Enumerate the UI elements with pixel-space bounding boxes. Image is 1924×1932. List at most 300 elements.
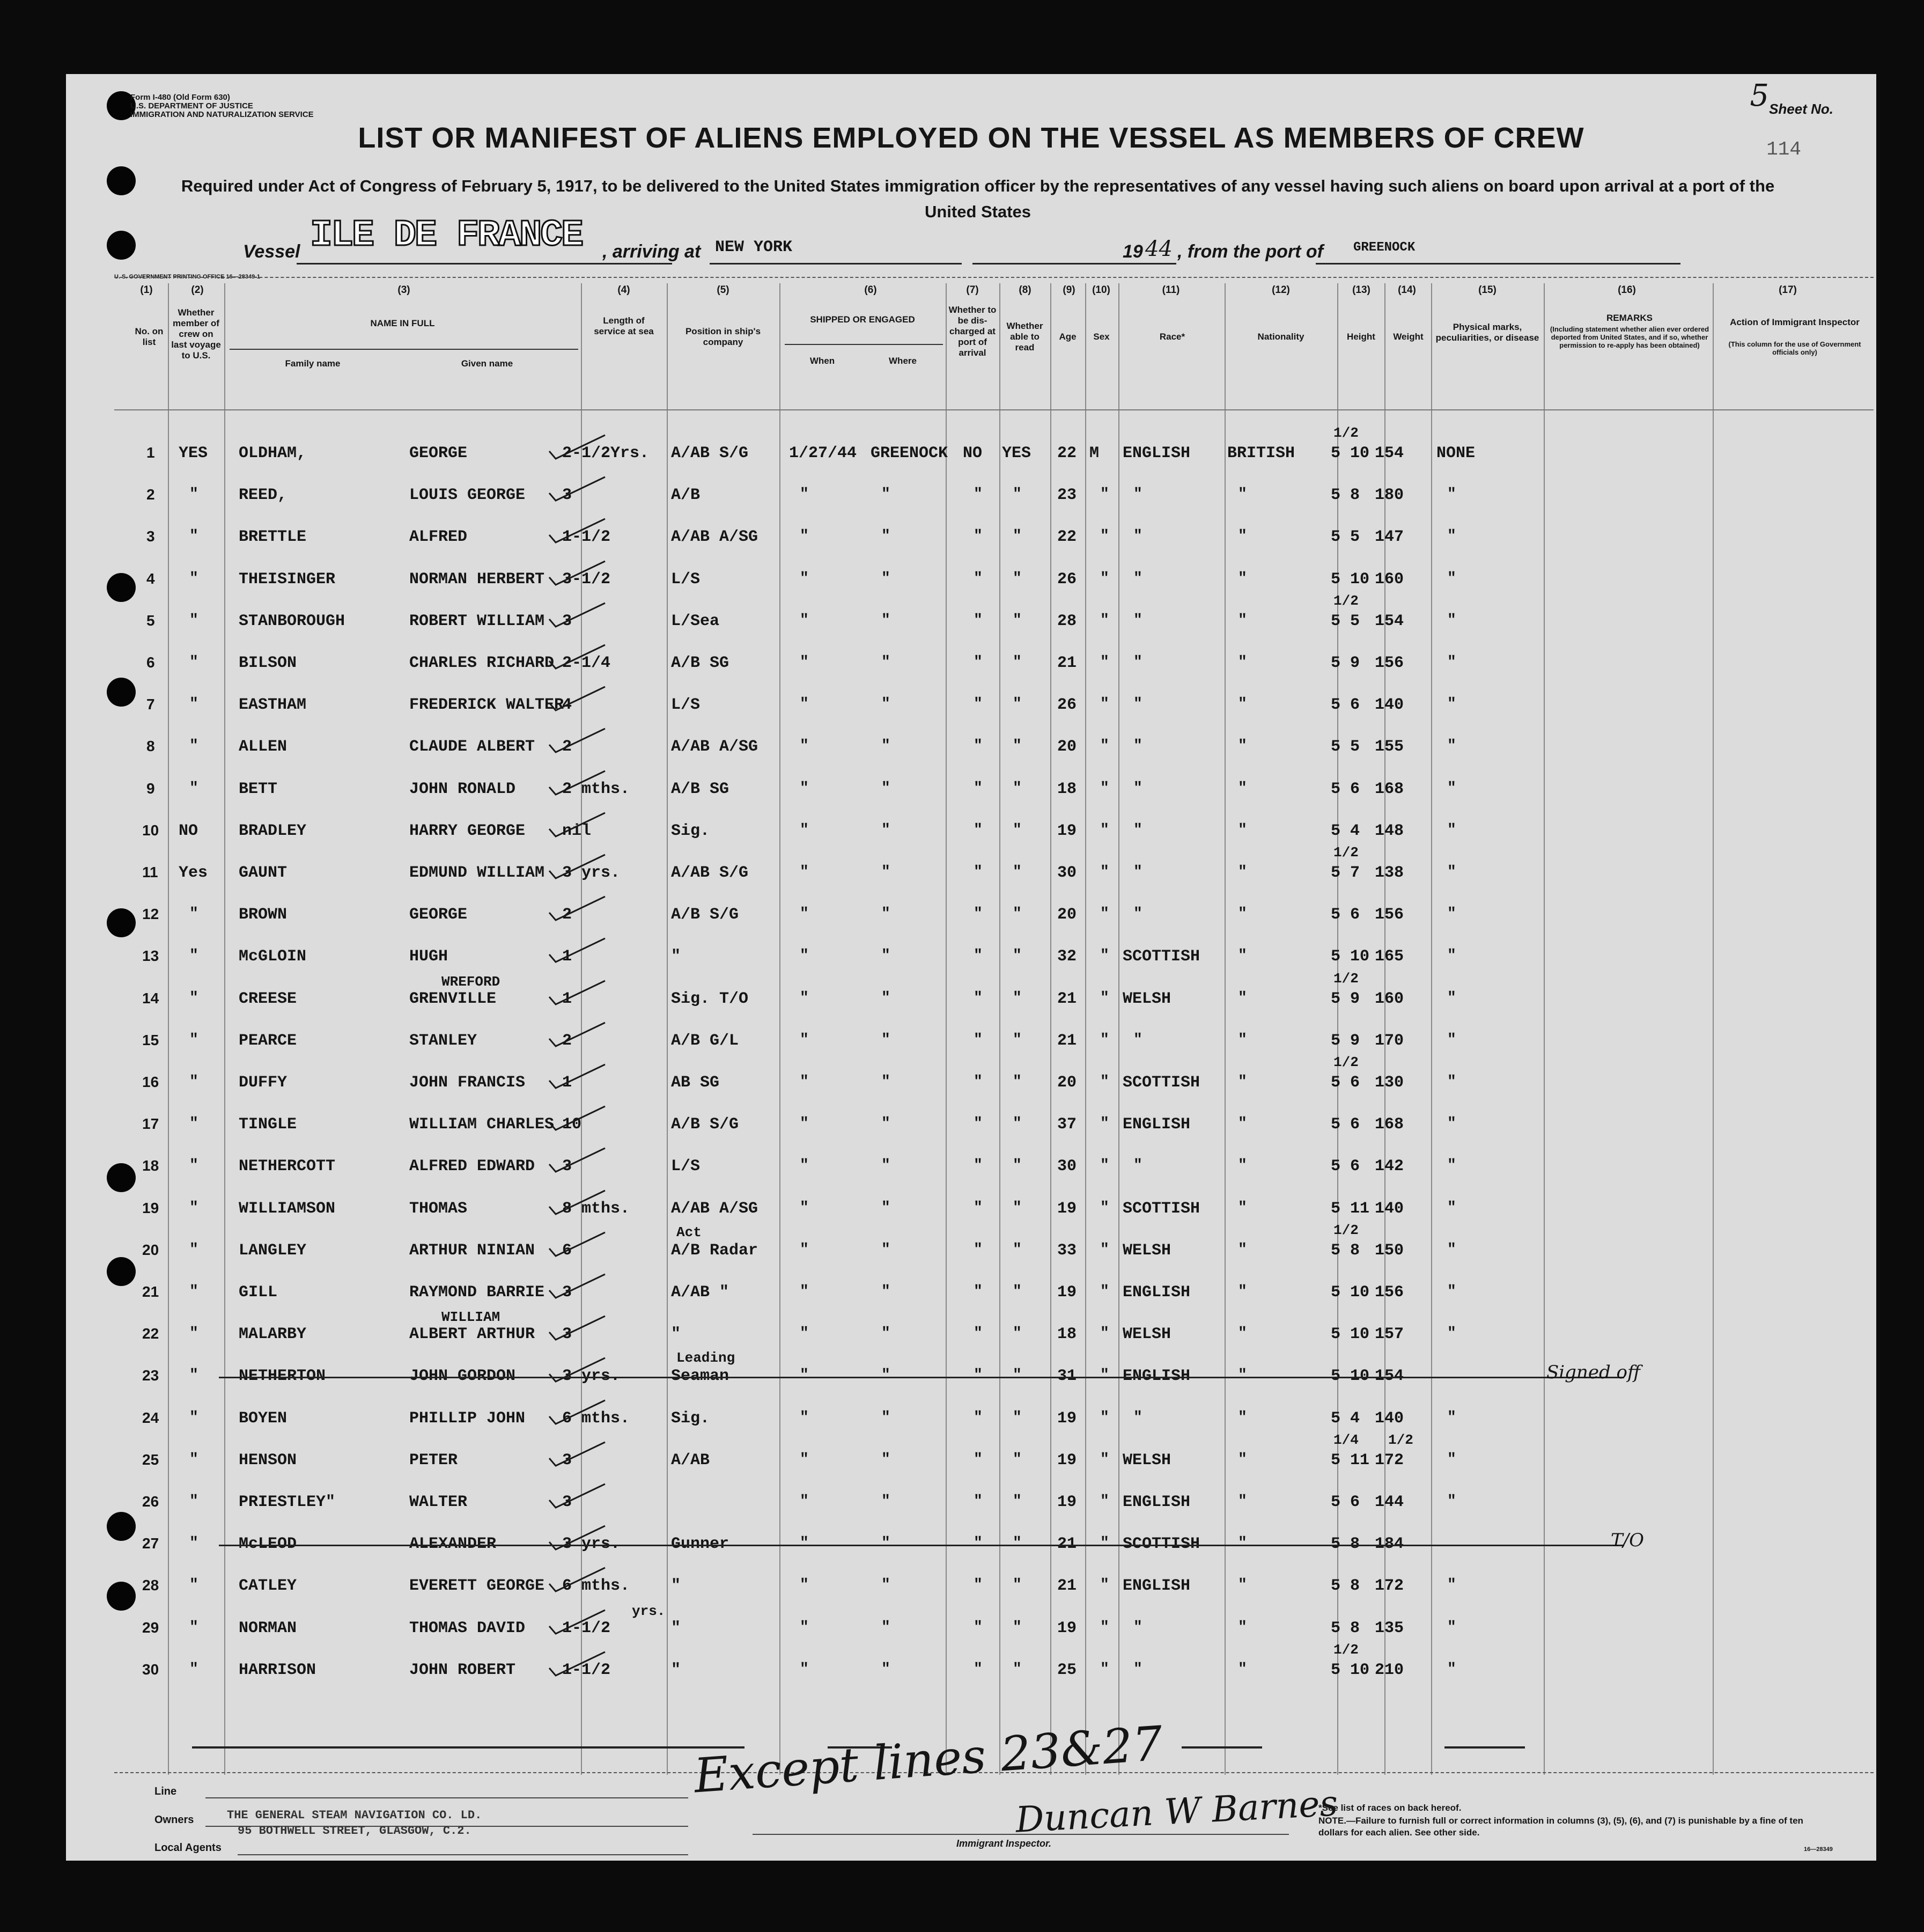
given-name: ROBERT WILLIAM	[409, 612, 545, 630]
cell-age: 32	[1057, 947, 1077, 966]
ditto-mark: "	[1447, 1283, 1456, 1300]
cell-weight: 144	[1375, 1493, 1404, 1511]
date-underline	[972, 263, 1176, 265]
ditto-mark: "	[1133, 570, 1142, 587]
cell-position: "	[671, 947, 681, 966]
ditto-mark: "	[1100, 1619, 1109, 1636]
ditto-mark: "	[189, 1493, 198, 1510]
cell-service: 3 yrs.	[562, 864, 621, 882]
strike-through-line	[219, 1377, 1624, 1378]
ditto-mark: "	[974, 1409, 983, 1426]
col-num: (2)	[191, 284, 204, 296]
ditto-mark: "	[1238, 1661, 1247, 1678]
ditto-mark: "	[1013, 1115, 1022, 1133]
given-name: HUGH	[409, 947, 448, 966]
ditto-mark: "	[1133, 864, 1142, 880]
ditto-mark: "	[1100, 738, 1109, 755]
ditto-mark: "	[800, 1325, 809, 1342]
col-divider	[1118, 283, 1119, 1775]
family-name: CATLEY	[239, 1577, 297, 1596]
ditto-mark: "	[189, 1157, 198, 1174]
cell-position: Sig.	[671, 821, 710, 840]
cell-service: 1	[562, 947, 572, 966]
ditto-mark: "	[189, 1283, 198, 1300]
family-name: GAUNT	[239, 864, 288, 882]
ditto-mark: "	[189, 738, 198, 755]
ditto-mark: "	[974, 1157, 983, 1174]
ditto-mark: "	[189, 528, 198, 545]
ditto-mark: "	[974, 1451, 983, 1468]
col-divider	[779, 283, 780, 1775]
cell-race: ENGLISH	[1123, 1115, 1191, 1134]
cell-height: 5 11	[1331, 1451, 1370, 1470]
cell-weight: 168	[1375, 780, 1404, 798]
ditto-mark: "	[974, 1661, 983, 1678]
ditto-mark: "	[800, 947, 809, 965]
ditto-mark: "	[881, 821, 890, 839]
given-name: STANLEY	[409, 1031, 477, 1050]
cell-height: 5 9	[1331, 989, 1360, 1008]
cell-age: 21	[1057, 1577, 1077, 1596]
cell-height: 5 11	[1331, 1199, 1370, 1218]
ditto-mark: "	[1013, 989, 1022, 1007]
cell-position: "	[671, 1577, 681, 1596]
row-number: 21	[142, 1283, 159, 1300]
ditto-mark: "	[974, 738, 983, 755]
ditto-mark: "	[1013, 1619, 1022, 1636]
cell-age: 19	[1057, 821, 1077, 840]
col-header-nationality: Nationality	[1257, 332, 1304, 342]
ditto-mark: "	[881, 1283, 890, 1300]
family-name: PRIESTLEY"	[239, 1493, 336, 1511]
cell-service: 2	[562, 1031, 572, 1050]
check-mark-icon	[546, 1144, 610, 1176]
check-mark-icon	[546, 724, 610, 756]
given-name-extra: WREFORD	[441, 973, 500, 990]
row-number: 2	[146, 486, 155, 503]
row-number: 5	[146, 612, 155, 629]
col-num: (6)	[864, 284, 877, 296]
ditto-mark: "	[974, 1199, 983, 1216]
family-name: DUFFY	[239, 1074, 288, 1092]
punch-hole	[107, 1512, 136, 1541]
given-name: JOHN GORDON	[409, 1367, 516, 1386]
check-mark-icon	[546, 934, 610, 966]
cell-height: 5 6	[1331, 1157, 1360, 1176]
cell-position: A/B	[671, 486, 701, 505]
ditto-mark: "	[1238, 1535, 1247, 1552]
ditto-mark: "	[1447, 1661, 1456, 1678]
cell-service: 3	[562, 1283, 572, 1302]
cell-age: 19	[1057, 1283, 1077, 1302]
ditto-mark: "	[1447, 1074, 1456, 1090]
ditto-mark: "	[800, 1031, 809, 1048]
given-name: WILLIAM CHARLES	[409, 1115, 555, 1134]
form-code: 16—28349	[1804, 1846, 1833, 1853]
cell-position: Gunner	[671, 1535, 729, 1554]
cell-age: 26	[1057, 570, 1077, 589]
cell-height: 5 7	[1331, 864, 1360, 882]
col-divider	[168, 283, 169, 1775]
owners-value: THE GENERAL STEAM NAVIGATION CO. LD.	[227, 1809, 482, 1822]
vessel-label: Vessel	[243, 241, 300, 262]
ditto-mark: "	[189, 1325, 198, 1342]
ditto-mark: "	[1013, 1283, 1022, 1300]
from-port: GREENOCK	[1353, 240, 1416, 255]
cell-height: 5 10	[1331, 1283, 1370, 1302]
cell-service: 6	[562, 1241, 572, 1260]
check-mark-icon	[546, 557, 610, 589]
ditto-mark: "	[1100, 486, 1109, 503]
row-number: 3	[146, 528, 155, 545]
row-number: 23	[142, 1367, 159, 1384]
ditto-mark: "	[881, 1577, 890, 1594]
cell-weight: 130	[1375, 1074, 1404, 1092]
ditto-mark: "	[189, 989, 198, 1007]
ditto-mark: "	[800, 570, 809, 587]
family-name: PEARCE	[239, 1031, 297, 1050]
family-name: LANGLEY	[239, 1241, 307, 1260]
cell-service: 2	[562, 906, 572, 924]
cell-service: 2-1/4	[562, 654, 611, 672]
ditto-mark: "	[800, 528, 809, 545]
position-extra: Act	[676, 1224, 702, 1240]
ditto-mark: "	[189, 1619, 198, 1636]
year-suffix: 44	[1145, 237, 1173, 261]
ditto-mark: "	[974, 1619, 983, 1636]
col-num: (11)	[1162, 284, 1180, 296]
ditto-mark: "	[974, 780, 983, 797]
cell-height: 5 10	[1331, 1325, 1370, 1344]
cell-weight: 150	[1375, 1241, 1404, 1260]
check-mark-icon	[546, 431, 610, 463]
cell-height: 5 10	[1331, 570, 1370, 589]
ditto-mark: "	[1133, 654, 1142, 671]
ditto-mark: "	[189, 1031, 198, 1048]
cell-position: A/B SG	[671, 780, 729, 798]
ditto-mark: "	[1238, 528, 1247, 545]
col-header-race: Race*	[1159, 332, 1185, 342]
ditto-mark: "	[189, 654, 198, 671]
cell-weight: 210	[1375, 1661, 1404, 1679]
ditto-mark: "	[881, 696, 890, 713]
col-num: (17)	[1779, 284, 1797, 296]
ditto-mark: "	[1238, 989, 1247, 1007]
cell-position: A/B G/L	[671, 1031, 739, 1050]
cell-weight: 160	[1375, 989, 1404, 1008]
height-fraction: 1/2	[1333, 1222, 1359, 1238]
height-fraction: 1/2	[1333, 844, 1359, 861]
row-remark: Signed off	[1546, 1362, 1641, 1384]
ditto-mark: "	[189, 906, 198, 923]
ditto-mark: "	[1447, 906, 1456, 923]
ditto-mark: "	[1100, 821, 1109, 839]
ditto-mark: "	[1133, 821, 1142, 839]
row-number: 12	[142, 906, 159, 923]
ditto-mark: "	[974, 947, 983, 965]
check-mark-icon	[546, 1438, 610, 1470]
given-name: CLAUDE ALBERT	[409, 738, 535, 756]
family-name: NETHERTON	[239, 1367, 326, 1386]
check-mark-icon	[546, 1228, 610, 1260]
ditto-mark: "	[1013, 1493, 1022, 1510]
inspector-underline	[753, 1834, 1289, 1835]
ditto-mark: "	[881, 1031, 890, 1048]
ditto-mark: "	[1447, 1031, 1456, 1048]
ditto-mark: "	[1238, 570, 1247, 587]
ditto-mark: "	[189, 1199, 198, 1216]
col-header-where: Where	[889, 356, 917, 366]
col-header-prev-voyage: Whether member of crew on last voyage to U.S.	[171, 307, 221, 361]
ditto-mark: "	[1013, 1409, 1022, 1426]
ditto-mark: "	[1447, 1493, 1456, 1510]
check-mark-icon	[546, 1606, 610, 1638]
cell-age: 18	[1057, 1325, 1077, 1344]
ditto-mark: "	[1013, 1535, 1022, 1552]
ditto-mark: "	[1133, 696, 1142, 713]
cell-prev: Yes	[179, 864, 208, 882]
ditto-mark: "	[800, 1199, 809, 1216]
ditto-mark: "	[974, 989, 983, 1007]
ditto-mark: "	[1100, 1577, 1109, 1594]
ditto-mark: "	[1238, 1577, 1247, 1594]
cell-position: A/B Radar	[671, 1241, 758, 1260]
ditto-mark: "	[800, 1661, 809, 1678]
cell-age: 21	[1057, 989, 1077, 1008]
cell-age: 33	[1057, 1241, 1077, 1260]
ditto-mark: "	[1100, 1493, 1109, 1510]
check-mark-icon	[546, 1354, 610, 1386]
cell-service: 10	[562, 1115, 582, 1134]
ditto-mark: "	[800, 1074, 809, 1090]
ditto-mark: "	[1133, 486, 1142, 503]
ditto-mark: "	[881, 528, 890, 545]
form-id-line: Form I-480 (Old Form 630)	[130, 93, 230, 102]
ditto-mark: "	[1133, 1157, 1142, 1174]
check-mark-icon	[546, 1522, 610, 1554]
cell-race: SCOTTISH	[1123, 1074, 1200, 1092]
ditto-mark: "	[1013, 1451, 1022, 1468]
ditto-mark: "	[1100, 906, 1109, 923]
ditto-mark: "	[189, 486, 198, 503]
col-num: (3)	[397, 284, 410, 296]
col-num: (1)	[140, 284, 153, 296]
cell-service: 3 yrs.	[562, 1535, 621, 1554]
ditto-mark: "	[1447, 528, 1456, 545]
ditto-mark: "	[1238, 612, 1247, 629]
cell-height: 5 8	[1331, 1577, 1360, 1596]
cell-age: 31	[1057, 1367, 1077, 1386]
ditto-mark: "	[974, 1325, 983, 1342]
except-annotation: Except lines 23&27	[692, 1715, 1164, 1804]
family-name: ALLEN	[239, 738, 288, 756]
cell-height: 5 8	[1331, 1241, 1360, 1260]
ditto-mark: "	[1013, 821, 1022, 839]
arriving-label: , arriving at	[602, 241, 701, 262]
ditto-mark: "	[1447, 486, 1456, 503]
cell-service: 1-1/2	[562, 1619, 611, 1637]
ditto-mark: "	[1447, 821, 1456, 839]
given-name: PHILLIP JOHN	[409, 1409, 526, 1428]
given-name: NORMAN HERBERT	[409, 570, 545, 589]
cell-prev: NO	[179, 821, 198, 840]
from-underline	[1316, 263, 1680, 265]
agents-underline	[238, 1854, 688, 1855]
col-header-action-note: (This column for the use of Government officials only)	[1728, 340, 1861, 356]
ditto-mark: "	[881, 570, 890, 587]
ditto-mark: "	[1100, 1283, 1109, 1300]
col-num: (7)	[966, 284, 979, 296]
check-mark-icon	[546, 515, 610, 547]
col-divider	[1544, 283, 1545, 1775]
col-divider	[1085, 283, 1086, 1775]
ditto-mark: "	[881, 1241, 890, 1258]
cell-service: 4	[562, 696, 572, 715]
cell-race: WELSH	[1123, 1451, 1171, 1470]
col-divider	[667, 283, 668, 1775]
ditto-mark: "	[189, 570, 198, 587]
ditto-mark: "	[1013, 1074, 1022, 1090]
given-name: ALFRED	[409, 528, 468, 547]
cell-height: 5 10	[1331, 444, 1370, 462]
ditto-mark: "	[974, 612, 983, 629]
ditto-mark: "	[974, 570, 983, 587]
cell-service: 1-1/2	[562, 528, 611, 547]
ditto-mark: "	[974, 821, 983, 839]
ditto-mark: "	[1013, 906, 1022, 923]
line-underline	[205, 1797, 688, 1798]
row-number: 29	[142, 1619, 159, 1636]
ditto-mark: "	[1133, 780, 1142, 797]
cell-position: A/AB S/G	[671, 864, 749, 882]
cell-age: 23	[1057, 486, 1077, 505]
ditto-mark: "	[1447, 1325, 1456, 1342]
ditto-mark: "	[189, 1451, 198, 1468]
row-number: 15	[142, 1031, 159, 1048]
ditto-mark: "	[800, 654, 809, 671]
given-name-extra: WILLIAM	[441, 1309, 500, 1326]
cell-race: ENGLISH	[1123, 1577, 1191, 1596]
ditto-mark: "	[1238, 1074, 1247, 1090]
ditto-mark: "	[1238, 1409, 1247, 1426]
ditto-mark: "	[800, 1283, 809, 1300]
given-name: JOHN RONALD	[409, 780, 516, 798]
ditto-mark: "	[1133, 1619, 1142, 1636]
ditto-mark: "	[1447, 738, 1456, 755]
ditto-mark: "	[800, 1367, 809, 1384]
col-divider	[999, 283, 1000, 1775]
ditto-mark: "	[881, 1074, 890, 1090]
row-number: 6	[146, 654, 155, 671]
cell-weight: 156	[1375, 654, 1404, 672]
row-number: 7	[146, 696, 155, 713]
ditto-mark: "	[974, 1115, 983, 1133]
cell-weight: 140	[1375, 696, 1404, 715]
ditto-mark: "	[1100, 696, 1109, 713]
punch-hole	[107, 573, 136, 602]
row-number: 19	[142, 1199, 159, 1216]
cell-weight: 147	[1375, 528, 1404, 547]
cell-age: 21	[1057, 654, 1077, 672]
col-header-family: Family name	[285, 358, 341, 369]
ditto-mark: "	[1100, 1661, 1109, 1678]
family-name: OLDHAM,	[239, 444, 307, 462]
height-fraction: 1/2	[1333, 1641, 1359, 1658]
cell-race: SCOTTISH	[1123, 1535, 1200, 1554]
family-name: HARRISON	[239, 1661, 316, 1679]
family-name: BOYEN	[239, 1409, 288, 1428]
ditto-mark: "	[1100, 864, 1109, 880]
col-header-when: When	[809, 356, 835, 366]
cell-service: 2 mths.	[562, 780, 630, 798]
ditto-mark: "	[1100, 612, 1109, 629]
ditto-mark: "	[1447, 1619, 1456, 1636]
ditto-mark: "	[1447, 947, 1456, 965]
ditto-mark: "	[881, 947, 890, 965]
given-name: THOMAS	[409, 1199, 468, 1218]
ditto-mark: "	[1447, 780, 1456, 797]
ditto-mark: "	[974, 906, 983, 923]
agents-label: Local Agents	[154, 1842, 222, 1854]
col-num: (14)	[1398, 284, 1416, 296]
ditto-mark: "	[1447, 989, 1456, 1007]
cell-age: 37	[1057, 1115, 1077, 1134]
ditto-mark: "	[974, 1535, 983, 1552]
ditto-mark: "	[1238, 1199, 1247, 1216]
cell-position: Sig.	[671, 1409, 710, 1428]
cell-position: A/B SG	[671, 654, 729, 672]
inspector-signature: Duncan W Barnes	[1014, 1782, 1339, 1841]
ditto-mark: "	[1447, 1451, 1456, 1468]
row-number: 24	[142, 1409, 159, 1426]
row-remark: T/O	[1611, 1530, 1645, 1552]
cell-age: 19	[1057, 1451, 1077, 1470]
ditto-mark: "	[881, 1661, 890, 1678]
given-name: ALEXANDER	[409, 1535, 497, 1554]
ditto-mark: "	[1238, 821, 1247, 839]
family-name: EASTHAM	[239, 696, 307, 715]
ditto-mark: "	[189, 1367, 198, 1384]
check-mark-icon	[546, 1648, 610, 1680]
col-header-name: NAME IN FULL	[370, 318, 435, 328]
ditto-mark: "	[800, 906, 809, 923]
ditto-mark: "	[1238, 1241, 1247, 1258]
ditto-mark: "	[1447, 570, 1456, 587]
ditto-mark: "	[1100, 1157, 1109, 1174]
cell-height: 5 5	[1331, 738, 1360, 756]
cell-height: 5 8	[1331, 486, 1360, 505]
cell-position: A/AB A/SG	[671, 1199, 758, 1218]
cell-weight: 142	[1375, 1157, 1404, 1176]
form-id	[130, 93, 314, 119]
cell-marks: NONE	[1436, 444, 1476, 462]
cell-height: 5 5	[1331, 528, 1360, 547]
check-mark-icon	[546, 1270, 610, 1302]
ditto-mark: "	[881, 1199, 890, 1216]
penalty-note: NOTE.—Failure to furnish full or correct information in columns (3), (5), (6), and (7) is punishable by a fine of ten dollars for each alien. See other side.	[1318, 1816, 1803, 1838]
cell-weight: 156	[1375, 906, 1404, 924]
cell-position: A/AB A/SG	[671, 738, 758, 756]
given-name: ARTHUR NINIAN	[409, 1241, 535, 1260]
cell-position: AB SG	[671, 1074, 720, 1092]
cell-height: 5 10	[1331, 1661, 1370, 1679]
cell-age: 30	[1057, 864, 1077, 882]
check-mark-icon	[546, 809, 610, 841]
col-header-remarks-note: (Including statement whether alien ever ordered deported from United States, and if so, whether permission to re-apply has been obtained)	[1550, 325, 1709, 349]
header-bottom-rule	[114, 409, 1874, 410]
col-divider	[1050, 283, 1051, 1775]
given-name: ALBERT ARTHUR	[409, 1325, 535, 1344]
